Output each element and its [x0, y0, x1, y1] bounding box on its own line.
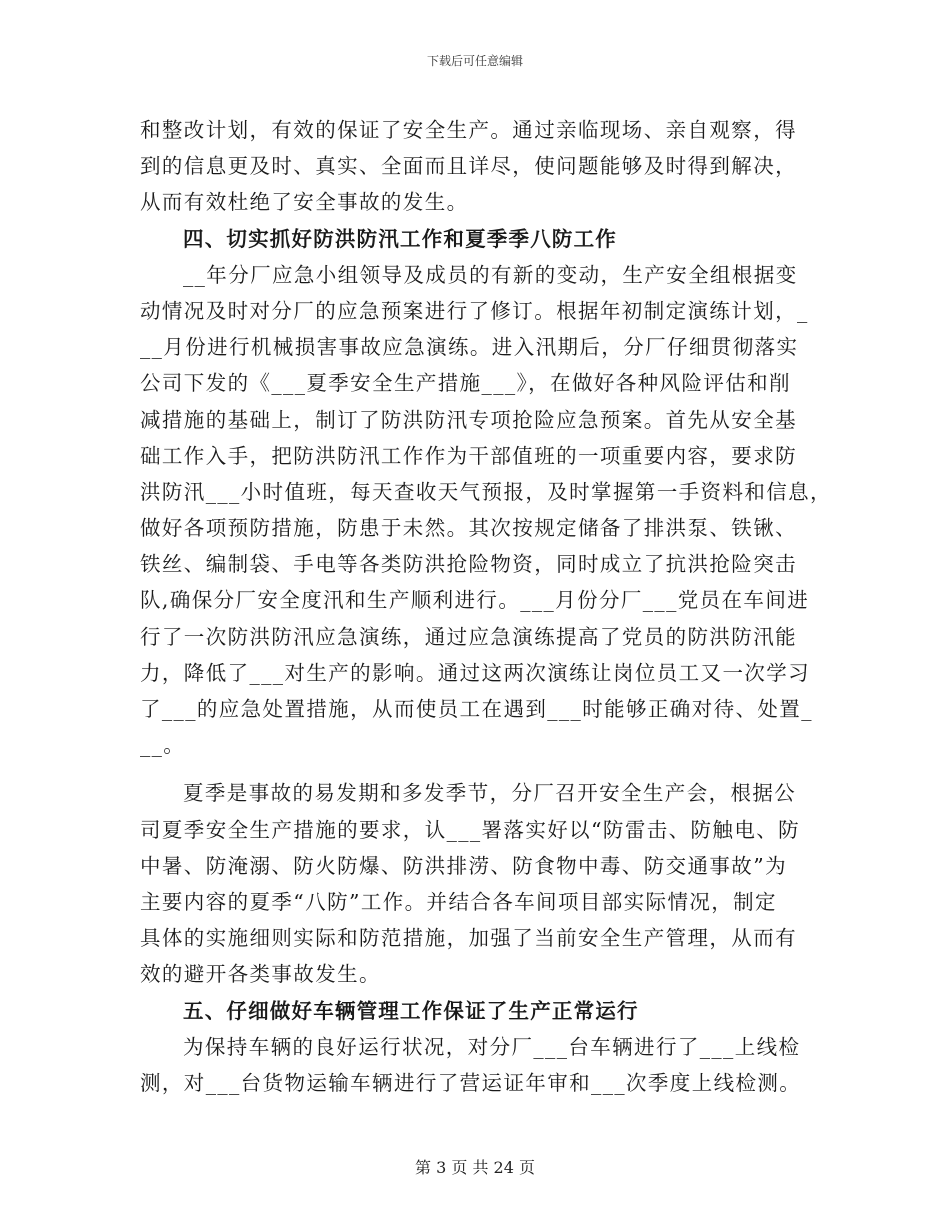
section-heading: 四、切实抓好防洪防汛工作和夏季季八防工作 [183, 226, 617, 251]
text-line: 洪防汛___小时值班，每天查收天气预报，及时掌握第一手资料和信息， [140, 479, 832, 504]
section-heading: 五、仔细做好车辆管理工作保证了生产正常运行 [183, 998, 639, 1023]
text-line: 从而有效杜绝了安全事故的发生。 [140, 190, 469, 215]
text-line: 具体的实施细则实际和防范措施，加强了当前安全生产管理，从而有 [140, 926, 797, 951]
text-line: 主要内容的夏季“八防”工作。并结合各车间项目部实际情况，制定 [140, 889, 777, 914]
text-line: 力，降低了___对生产的影响。通过这两次演练让岗位员工又一次学习 [140, 660, 811, 685]
text-line: 了___的应急处置措施，从而使员工在遇到___时能够正确对待、处置_ [140, 697, 813, 721]
text-line: 铁丝、编制袋、手电等各类防洪抢险物资，同时成立了抗洪抢险突击 [140, 552, 797, 577]
text-line: 行了一次防洪防汛应急演练，通过应急演练提高了党员的防洪防汛能 [140, 624, 797, 649]
text-line: 和整改计划，有效的保证了安全生产。通过亲临现场、亲自观察，得 [140, 118, 797, 142]
text-line: 础工作入手，把防洪防汛工作作为干部值班的一项重要内容，要求防 [140, 443, 797, 468]
text-line: __。 [140, 733, 186, 758]
text-line: 司夏季安全生产措施的要求，认___署落实好以“防雷击、防触电、防 [140, 817, 801, 842]
document-body [140, 112, 832, 1101]
text-line: 为保持车辆的良好运行状况，对分厂___台车辆进行了___上线检 [183, 1034, 801, 1059]
text-line: 减措施的基础上，制订了防洪防汛专项抢险应急预案。首先从安全基 [140, 407, 797, 432]
text-line: 效的避开各类事故发生。 [140, 962, 381, 987]
text-line: 动情况及时对分厂的应急预案进行了修订。根据年初制定演练计划，_ [140, 298, 809, 323]
text-line: 中暑、防淹溺、防火防爆、防洪排涝、防食物中毒、防交通事故”为 [140, 853, 787, 878]
page-footer: 第 3 页 共 24 页 [415, 1158, 535, 1177]
text-line: 公司下发的《___夏季安全生产措施___》，在做好各种风险评估和削 [140, 371, 791, 396]
text-line: __月份进行机械损害事故应急演练。进入汛期后，分厂仔细贯彻落实 [140, 335, 799, 360]
text-line: 到的信息更及时、真实、全面而且详尽，使问题能够及时得到解决， [140, 154, 797, 179]
text-line: 做好各项预防措施，防患于未然。其次按规定储备了排洪泵、铁锹、 [140, 516, 797, 541]
text-line: __年分厂应急小组领导及成员的有新的变动，生产安全组根据变 [183, 262, 798, 287]
paragraph-gap [140, 763, 820, 775]
text-line: 夏季是事故的易发期和多发季节，分厂召开安全生产会，根据公 [183, 781, 797, 806]
text-line: 队,确保分厂安全度汛和生产顺利进行。___月份分厂___党员在车间进 [140, 588, 810, 613]
page-header: 下载后可任意编辑 [426, 54, 523, 68]
text-line: 测，对___台货物运输车辆进行了营运证年审和___次季度上线检测。 [140, 1070, 802, 1095]
